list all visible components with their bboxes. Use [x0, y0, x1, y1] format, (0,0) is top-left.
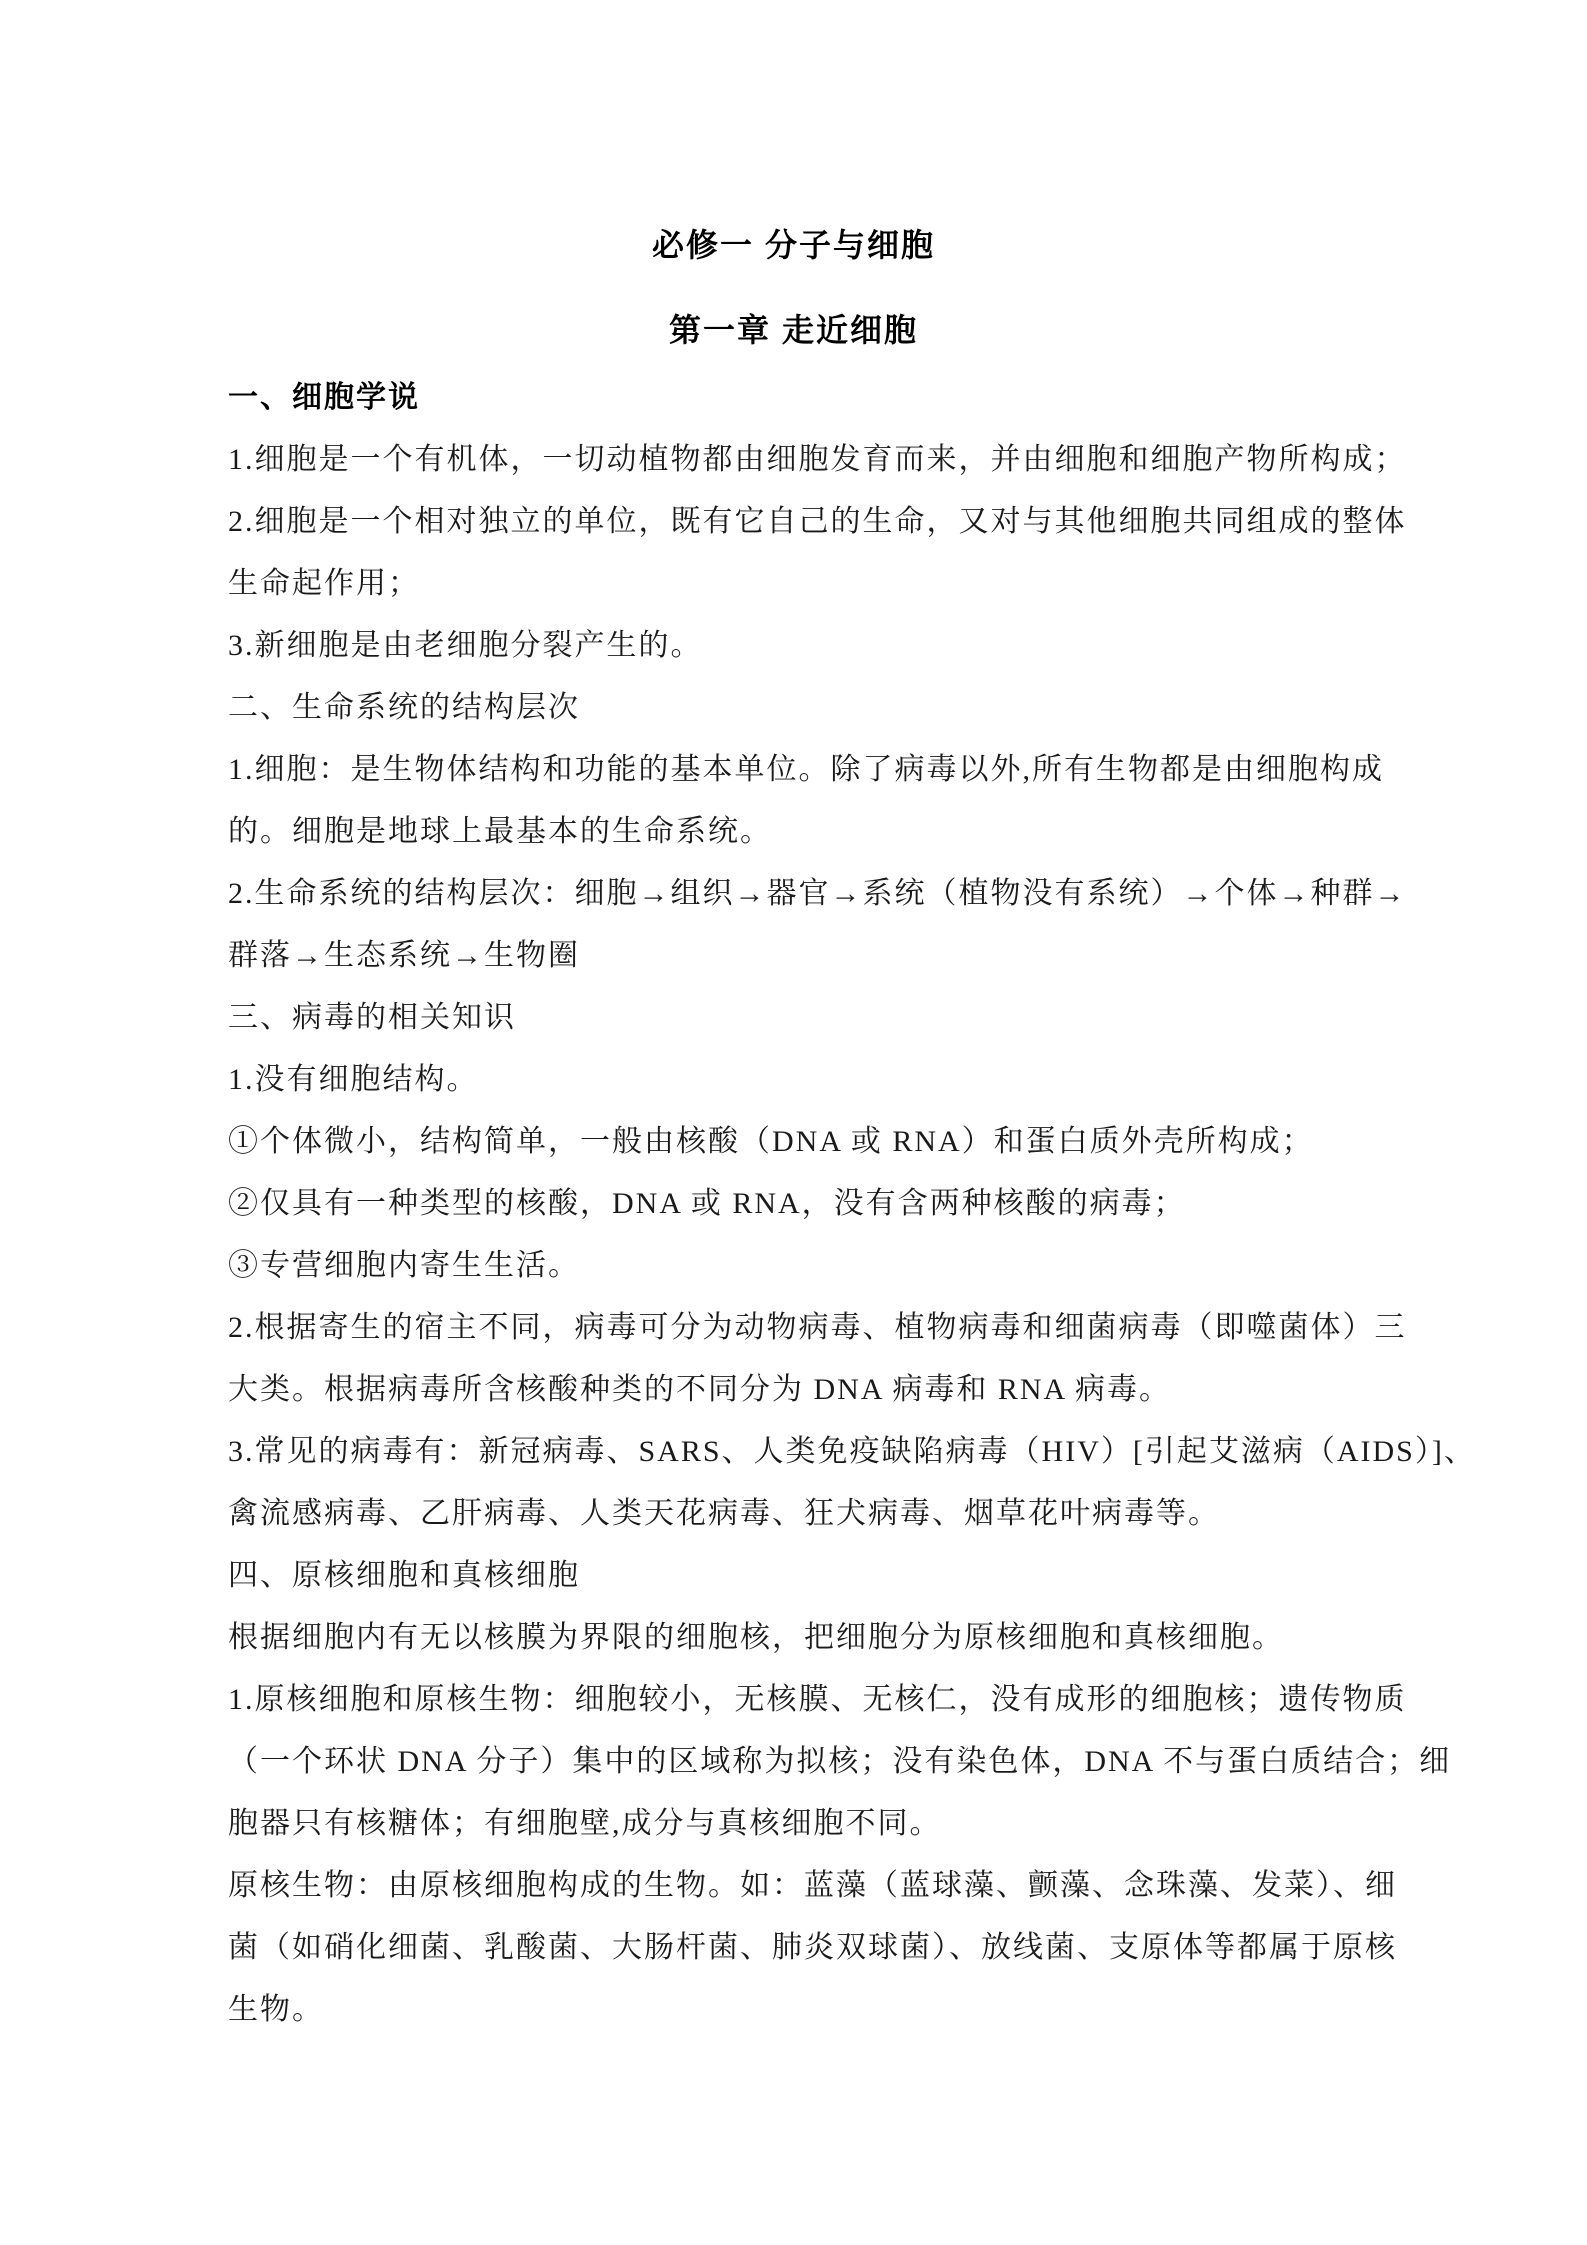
text-line: 2.细胞是一个相对独立的单位，既有它自己的生命，又对与其他细胞共同组成的整体 — [228, 505, 1407, 538]
text-line: 1.细胞是一个有机体，一切动植物都由细胞发育而来，并由细胞和细胞产物所构成； — [228, 443, 1407, 476]
text-line: 的。细胞是地球上最基本的生命系统。 — [228, 815, 772, 848]
document-title: 必修一 分子与细胞 — [652, 227, 935, 263]
text-line: ①个体微小，结构简单，一般由核酸（DNA 或 RNA）和蛋白质外壳所构成； — [228, 1125, 1314, 1158]
text-line: 生物。 — [228, 1993, 324, 2026]
text-line: 1.没有细胞结构。 — [228, 1063, 479, 1096]
document-body — [228, 367, 1488, 2041]
text-line: 3.常见的病毒有：新冠病毒、SARS、人类免疫缺陷病毒（HIV）[引起艾滋病（AIDS）]、 — [228, 1435, 1476, 1468]
section-heading-prokaryote-eukaryote: 四、原核细胞和真核细胞 — [228, 1559, 580, 1592]
chapter-title: 第一章 走近细胞 — [669, 312, 918, 348]
text-line: 大类。根据病毒所含核酸种类的不同分为 DNA 病毒和 RNA 病毒。 — [228, 1373, 1172, 1406]
text-line: ③专营细胞内寄生生活。 — [228, 1249, 580, 1282]
text-line: 1.细胞：是生物体结构和功能的基本单位。除了病毒以外,所有生物都是由细胞构成 — [228, 753, 1384, 786]
text-line: 菌（如硝化细菌、乳酸菌、大肠杆菌、肺炎双球菌）、放线菌、支原体等都属于原核 — [228, 1931, 1397, 1964]
text-line: （一个环状 DNA 分子）集中的区域称为拟核；没有染色体，DNA 不与蛋白质结合；细 — [228, 1745, 1452, 1778]
text-line: 禽流感病毒、乙肝病毒、人类天花病毒、狂犬病毒、烟草花叶病毒等。 — [228, 1497, 1220, 1530]
text-line: 根据细胞内有无以核膜为界限的细胞核，把细胞分为原核细胞和真核细胞。 — [228, 1621, 1284, 1654]
section-heading-cell-theory: 一、细胞学说 — [228, 381, 420, 414]
section-heading-life-system-levels: 二、生命系统的结构层次 — [228, 691, 580, 724]
text-line: 生命起作用； — [228, 567, 420, 600]
text-line: 1.原核细胞和原核生物：细胞较小，无核膜、无核仁，没有成形的细胞核；遗传物质 — [228, 1683, 1407, 1716]
text-line: 2.生命系统的结构层次：细胞→组织→器官→系统（植物没有系统）→个体→种群→ — [228, 877, 1407, 910]
text-line: 群落→生态系统→生物圈 — [228, 939, 580, 972]
text-line: ②仅具有一种类型的核酸，DNA 或 RNA，没有含两种核酸的病毒； — [228, 1187, 1186, 1220]
text-line: 2.根据寄生的宿主不同，病毒可分为动物病毒、植物病毒和细菌病毒（即噬菌体）三 — [228, 1311, 1407, 1344]
text-line: 胞器只有核糖体；有细胞壁,成分与真核细胞不同。 — [228, 1807, 942, 1840]
text-line: 3.新细胞是由老细胞分裂产生的。 — [228, 629, 703, 662]
section-heading-virus-knowledge: 三、病毒的相关知识 — [228, 1001, 516, 1034]
text-line: 原核生物：由原核细胞构成的生物。如：蓝藻（蓝球藻、颤藻、念珠藻、发菜）、细 — [228, 1869, 1397, 1902]
